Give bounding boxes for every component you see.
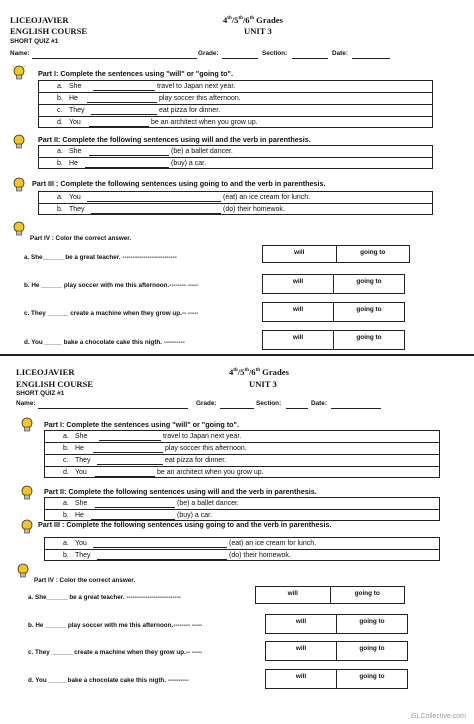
part2-title: Part II: Complete the following sentences using will and the verb in parenthesis. [44, 487, 317, 496]
date-field[interactable] [352, 58, 390, 59]
answer-choice-b [262, 274, 405, 294]
part3-table [38, 191, 433, 215]
cut-line [0, 354, 474, 356]
question-b: b. He ______ play soccer with me this afternoon.-------- ----- [28, 622, 203, 629]
section-field[interactable] [286, 408, 308, 409]
answer-choice-a [255, 586, 405, 604]
table-row: a. You (eat) an ice cream for lunch. [39, 192, 432, 204]
table-row: b. They (do) their homewok. [63, 552, 291, 559]
school-name: LICEOJAVIER [16, 367, 75, 377]
part3-title: Part III : Complete the following sentences using going to and the verb in parenthesis. [38, 520, 332, 529]
grade-field[interactable] [222, 58, 258, 59]
answer-choice-d [262, 330, 405, 350]
answer-choice-c [265, 641, 408, 661]
table-row: a. You (eat) an ice cream for lunch. [45, 538, 439, 550]
table-row: d. You be an architect when you grow up. [57, 119, 258, 126]
lightbulb-icon [20, 484, 34, 504]
part3-table [44, 537, 440, 561]
table-row: c. They eat pizza for dinner. [39, 105, 432, 117]
question-c: c. They ______ create a machine when they grow up.-- ----- [24, 310, 199, 317]
course-name: ENGLISH COURSE [16, 379, 94, 389]
student-info-line: Name: Grade: Section: Date: [16, 400, 396, 410]
table-row: b. He (buy) a car. [57, 160, 207, 167]
question-d: d. You _____ bake a chocolate cake this nigth. ---------- [28, 677, 189, 684]
course-name: ENGLISH COURSE [10, 26, 88, 36]
option-going-to[interactable]: going to [336, 670, 407, 688]
part4-title: Part IV : Color the correct answer. [30, 235, 132, 242]
watermark: iSLCollective.com [410, 713, 466, 720]
table-row: b. He play soccer this afternoon. [39, 93, 432, 105]
table-row: b. They (do) their homewok. [57, 206, 285, 213]
lightbulb-icon [16, 562, 30, 582]
answer-choice-d [265, 669, 408, 689]
lightbulb-icon [12, 133, 26, 153]
quiz-title: SHORT QUIZ #1 [16, 390, 65, 397]
part4-title: Part IV : Color the correct answer. [34, 577, 136, 584]
question-b: b. He ______ play soccer with me this afternoon.-------- ----- [24, 282, 199, 289]
part1-table [38, 80, 433, 128]
option-going-to[interactable]: going to [333, 275, 404, 293]
table-row: a. She (be) a ballet dancer. [39, 146, 432, 158]
table-row: b. He play soccer this afternoon. [45, 443, 439, 455]
section-field[interactable] [292, 58, 328, 59]
answer-choice-a [262, 245, 410, 263]
option-going-to[interactable]: going to [333, 303, 404, 321]
grade-field[interactable] [220, 408, 254, 409]
option-will[interactable]: will [287, 590, 298, 597]
table-row: a. She travel to Japan next year. [39, 81, 432, 93]
table-row: c. They eat pizza for dinner. [45, 455, 439, 467]
option-will[interactable]: will [292, 278, 304, 285]
question-d: d. You _____ bake a chocolate cake this nigth. ---------- [24, 339, 185, 346]
option-going-to[interactable]: going to [336, 642, 407, 660]
school-name: LICEOJAVIER [10, 15, 69, 25]
part1-title: Part I: Complete the sentences using "will" or "going to". [38, 69, 233, 78]
name-field[interactable] [32, 58, 197, 59]
option-going-to[interactable]: going to [336, 615, 407, 633]
option-will[interactable]: will [294, 249, 305, 256]
date-field[interactable] [331, 408, 381, 409]
name-field[interactable] [38, 408, 188, 409]
lightbulb-icon [20, 518, 34, 538]
question-a: a. She______ be a great teacher. -------------------------- [24, 254, 177, 261]
option-going-to[interactable]: going to [330, 587, 405, 603]
unit-label: UNIT 3 [249, 379, 277, 389]
lightbulb-icon [12, 64, 26, 84]
part1-title: Part I: Complete the sentences using "will" or "going to". [44, 420, 239, 429]
part2-table [38, 145, 433, 169]
grades-label: 4th/5th/6th Grades [223, 15, 283, 25]
part2-title: Part II: Complete the following sentences using will and the verb in parenthesis. [38, 135, 311, 144]
lightbulb-icon [12, 220, 26, 240]
table-row: b. He (buy) a car. [63, 512, 213, 519]
option-will[interactable]: will [292, 306, 304, 313]
part2-table [44, 497, 440, 521]
student-info-line: Name: Grade: Section: Date: [10, 50, 390, 60]
table-row: a. She (be) a ballet dancer. [45, 498, 439, 510]
option-will[interactable]: will [295, 618, 307, 625]
option-will[interactable]: will [295, 673, 307, 680]
table-row: d. You be an architect when you grow up. [63, 469, 264, 476]
question-a: a. She______ be a great teacher. -------------------------- [28, 594, 181, 601]
unit-label: UNIT 3 [244, 26, 272, 36]
option-going-to[interactable]: going to [336, 246, 410, 262]
part3-title: Part III : Complete the following sentences using going to and the verb in parenthesis. [32, 179, 326, 188]
lightbulb-icon [12, 176, 26, 196]
grades-label: 4th/5th/6th Grades [229, 367, 289, 377]
option-will[interactable]: will [292, 334, 304, 341]
part1-table [44, 430, 440, 478]
answer-choice-c [262, 302, 405, 322]
quiz-title: SHORT QUIZ #1 [10, 38, 59, 45]
option-will[interactable]: will [295, 645, 307, 652]
lightbulb-icon [20, 416, 34, 436]
table-row: a. She travel to Japan next year. [45, 431, 439, 443]
option-going-to[interactable]: going to [333, 331, 404, 349]
answer-choice-b [265, 614, 408, 634]
question-c: c. They ______ create a machine when they grow up.-- ----- [28, 649, 203, 656]
